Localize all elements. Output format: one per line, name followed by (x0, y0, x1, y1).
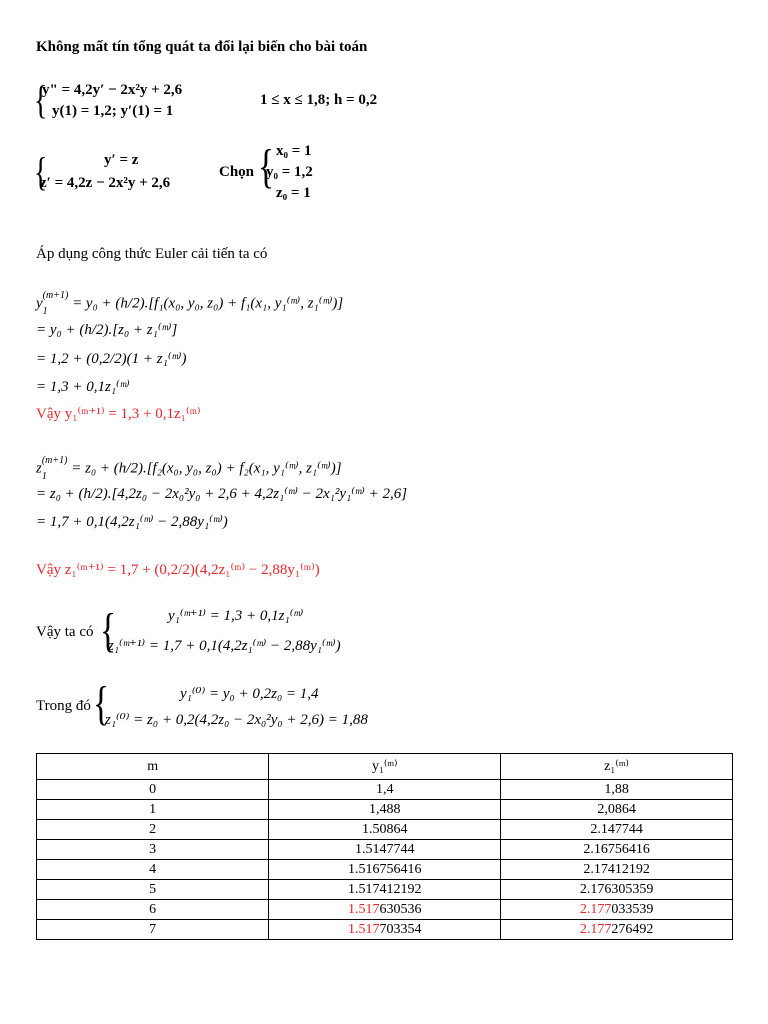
cell-m: 4 (37, 860, 269, 880)
cell-z: 2.177276492 (501, 920, 733, 940)
where-eq-y: y₁⁽⁰⁾ = y₀ + 0,2z₀ = 1,4 (180, 686, 319, 702)
initial-conditions: y(1) = 1,2; y′(1) = 1 (52, 103, 174, 119)
z-step-2: = z₀ + (h/2).[4,2z₀ − 2x₀²y₀ + 2,6 + 4,2z₁⁽ᵐ⁾ − 2x₁²y₁⁽ᵐ⁾ + 2,6] (36, 486, 408, 502)
z-conclusion: Vậy z₁⁽ᵐ⁺¹⁾ = 1,7 + (0,2/2)(4,2z₁⁽ᵐ⁾ − 2,88y₁⁽ᵐ⁾) (36, 562, 320, 578)
cell-z: 2,0864 (501, 800, 733, 820)
table-row (37, 920, 733, 940)
table-row (37, 820, 733, 840)
cell-m: 5 (37, 880, 269, 900)
cell-z: 1,88 (501, 780, 733, 800)
chon-label: Chọn (219, 164, 255, 180)
cell-m: 2 (37, 820, 269, 840)
y-conclusion: Vậy y₁⁽ᵐ⁺¹⁾ = 1,3 + 0,1z₁⁽ᵐ⁾ (36, 406, 201, 422)
cell-z: 2.17412192 (501, 860, 733, 880)
cell-z: 2.147744 (501, 820, 733, 840)
where-eq-z: z₁⁽⁰⁾ = z₀ + 0,2(4,2z₀ − 2x₀²y₀ + 2,6) = 1,88 (105, 712, 368, 728)
init-z0: z₀ = 1 (276, 185, 311, 201)
cell-y: 1.516756416 (269, 860, 501, 880)
brace: { (34, 77, 48, 122)
z-step-3: = 1,7 + 0,1(4,2z₁⁽ᵐ⁾ − 2,88y₁⁽ᵐ⁾) (36, 514, 228, 530)
brace: { (34, 149, 48, 194)
system-eq-y: y′ = z (104, 152, 139, 168)
cell-z: 2.176305359 (501, 880, 733, 900)
y-step-1: y (m+1) 1 = y₀ + (h/2).[f₁(x₀, y₀, z₀) + f₁(x₁, y₁⁽ᵐ⁾, z₁⁽ᵐ⁾)] (36, 290, 344, 317)
y-step-3: = 1,2 + (0,2/2)(1 + z₁⁽ᵐ⁾) (36, 351, 187, 367)
y-step-2: = y₀ + (h/2).[z₀ + z₁⁽ᵐ⁾] (36, 322, 178, 338)
cell-y: 1.517630536 (269, 900, 501, 920)
ode-equation: y" = 4,2y′ − 2x²y + 2,6 (42, 82, 183, 98)
cell-z: 2.16756416 (501, 840, 733, 860)
cell-y: 1.517703354 (269, 920, 501, 940)
where-label: Trong đó (36, 698, 91, 714)
summary-eq-z: z₁⁽ᵐ⁺¹⁾ = 1,7 + 0,1(4,2z₁⁽ᵐ⁾ − 2,88y₁⁽ᵐ⁾) (108, 638, 341, 654)
cell-m: 6 (37, 900, 269, 920)
cell-z: 2.177033539 (501, 900, 733, 920)
cell-y: 1.50864 (269, 820, 501, 840)
summary-eq-y: y₁⁽ᵐ⁺¹⁾ = 1,3 + 0,1z₁⁽ᵐ⁾ (168, 608, 304, 624)
table-row (37, 840, 733, 860)
header-y: y₁⁽ᵐ⁾ (269, 754, 501, 780)
cell-m: 3 (37, 840, 269, 860)
table-row (37, 780, 733, 800)
cell-y: 1,488 (269, 800, 501, 820)
init-y0: y₀ = 1,2 (266, 164, 313, 180)
cell-m: 0 (37, 780, 269, 800)
cell-y: 1.5147744 (269, 840, 501, 860)
cell-m: 7 (37, 920, 269, 940)
table-row (37, 860, 733, 880)
method-intro: Áp dụng công thức Euler cải tiến ta có (36, 246, 268, 262)
brace: { (258, 140, 275, 193)
header-z: z₁⁽ᵐ⁾ (501, 754, 733, 780)
table-header-row (37, 754, 733, 780)
table-row (37, 800, 733, 820)
table-row (37, 880, 733, 900)
z-step-1: z (m+1) 1 = z₀ + (h/2).[f₂(x₀, y₀, z₀) + f₂(x₁, y₁⁽ᵐ⁾, z₁⁽ᵐ⁾)] (36, 455, 342, 482)
cell-y: 1.517412192 (269, 880, 501, 900)
table-row (37, 900, 733, 920)
brace: { (93, 677, 110, 730)
brace: { (100, 604, 117, 657)
system-eq-z: z′ = 4,2z − 2x²y + 2,6 (40, 175, 171, 191)
cell-m: 1 (37, 800, 269, 820)
init-x0: x₀ = 1 (276, 143, 312, 159)
domain-step: 1 ≤ x ≤ 1,8; h = 0,2 (260, 92, 378, 108)
table-body (37, 780, 733, 940)
iteration-table (36, 753, 733, 940)
header-m: m (37, 754, 269, 780)
y-step-4: = 1,3 + 0,1z₁⁽ᵐ⁾ (36, 379, 130, 395)
summary-label: Vậy ta có (36, 624, 94, 640)
cell-y: 1,4 (269, 780, 501, 800)
page-heading: Không mất tín tổng quát ta đổi lại biến cho bài toán (36, 39, 368, 55)
